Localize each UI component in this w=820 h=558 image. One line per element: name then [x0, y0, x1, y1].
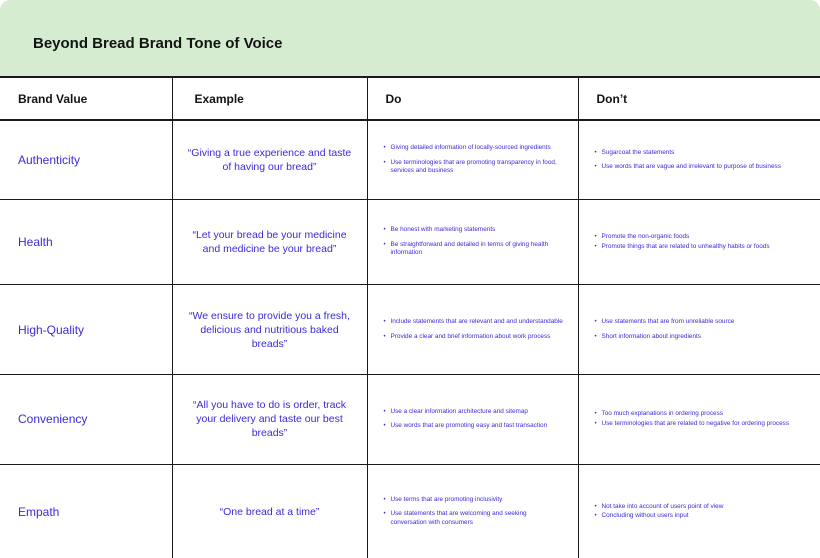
list-item: • Use terms that are promoting inclusivity	[384, 496, 564, 505]
brand-value: Authenticity	[0, 120, 172, 199]
table-row	[0, 120, 820, 199]
brand-value: Health	[0, 200, 172, 285]
dont-list	[578, 200, 820, 285]
dont-list	[578, 120, 820, 199]
list-item: • Too much explanations in ordering process	[595, 410, 807, 419]
example-quote: “All you have to do is order, track your delivery and taste our best breads”	[172, 374, 367, 464]
list-item: • Giving detailed information of locally-sourced ingredients	[384, 144, 564, 153]
list-item: • Be honest with marketing statements	[384, 226, 564, 235]
dont-list	[578, 285, 820, 374]
do-list	[367, 285, 578, 374]
brand-value: Conveniency	[0, 374, 172, 464]
list-item: • Use statements that are welcoming and seeking conversation with consumers	[384, 510, 564, 527]
list-item: • Include statements that are relevant and and understandable	[384, 318, 564, 327]
example-quote: “We ensure to provide you a fresh, delicious and nutritious baked breads”	[172, 285, 367, 374]
table-row	[0, 200, 820, 285]
list-item: • Promote things that are related to unhealthy habits or foods	[595, 243, 807, 252]
list-item: • Provide a clear and brief information about work process	[384, 333, 564, 342]
dont-list	[578, 374, 820, 464]
header-brand-value: Brand Value	[0, 78, 172, 120]
table-row	[0, 285, 820, 374]
do-list	[367, 120, 578, 199]
list-item: • Use words that are promoting easy and fast transaction	[384, 422, 564, 431]
example-quote: “One bread at a time”	[172, 465, 367, 558]
header-example: Example	[172, 78, 367, 120]
header-do: Do	[367, 78, 578, 120]
table-row	[0, 374, 820, 464]
list-item: • Promote the non-organic foods	[595, 233, 807, 242]
list-item: • Sugarcoat the statements	[595, 149, 807, 158]
list-item: • Use terminologies that are promoting transparency in food, services and business	[384, 159, 564, 176]
list-item: • Short information about ingredients	[595, 333, 807, 342]
example-quote: “Let your bread be your medicine and medicine be your bread”	[172, 200, 367, 285]
do-list	[367, 465, 578, 558]
dont-list	[578, 465, 820, 558]
header-row	[0, 78, 820, 120]
list-item: • Not take into account of users point of view	[595, 503, 807, 512]
page-title: Beyond Bread Brand Tone of Voice	[33, 35, 283, 52]
brand-value: Empath	[0, 465, 172, 558]
list-item: • Use terminologies that are related to negative for ordering process	[595, 420, 807, 429]
list-item: • Use statements that are from unreliable source	[595, 318, 807, 327]
do-list	[367, 374, 578, 464]
list-item: • Concluding without users input	[595, 512, 807, 521]
example-quote: “Giving a true experience and taste of having our bread”	[172, 120, 367, 199]
title-banner	[0, 0, 820, 78]
table-row	[0, 465, 820, 558]
do-list	[367, 200, 578, 285]
tone-of-voice-table	[0, 78, 820, 558]
header-dont: Don’t	[578, 78, 820, 120]
brand-value: High-Quality	[0, 285, 172, 374]
list-item: • Use a clear information architecture and sitemap	[384, 408, 564, 417]
list-item: • Be straightforward and detailed in terms of giving health information	[384, 241, 564, 258]
list-item: • Use words that are vague and irrelevant to purpose of business	[595, 163, 807, 172]
